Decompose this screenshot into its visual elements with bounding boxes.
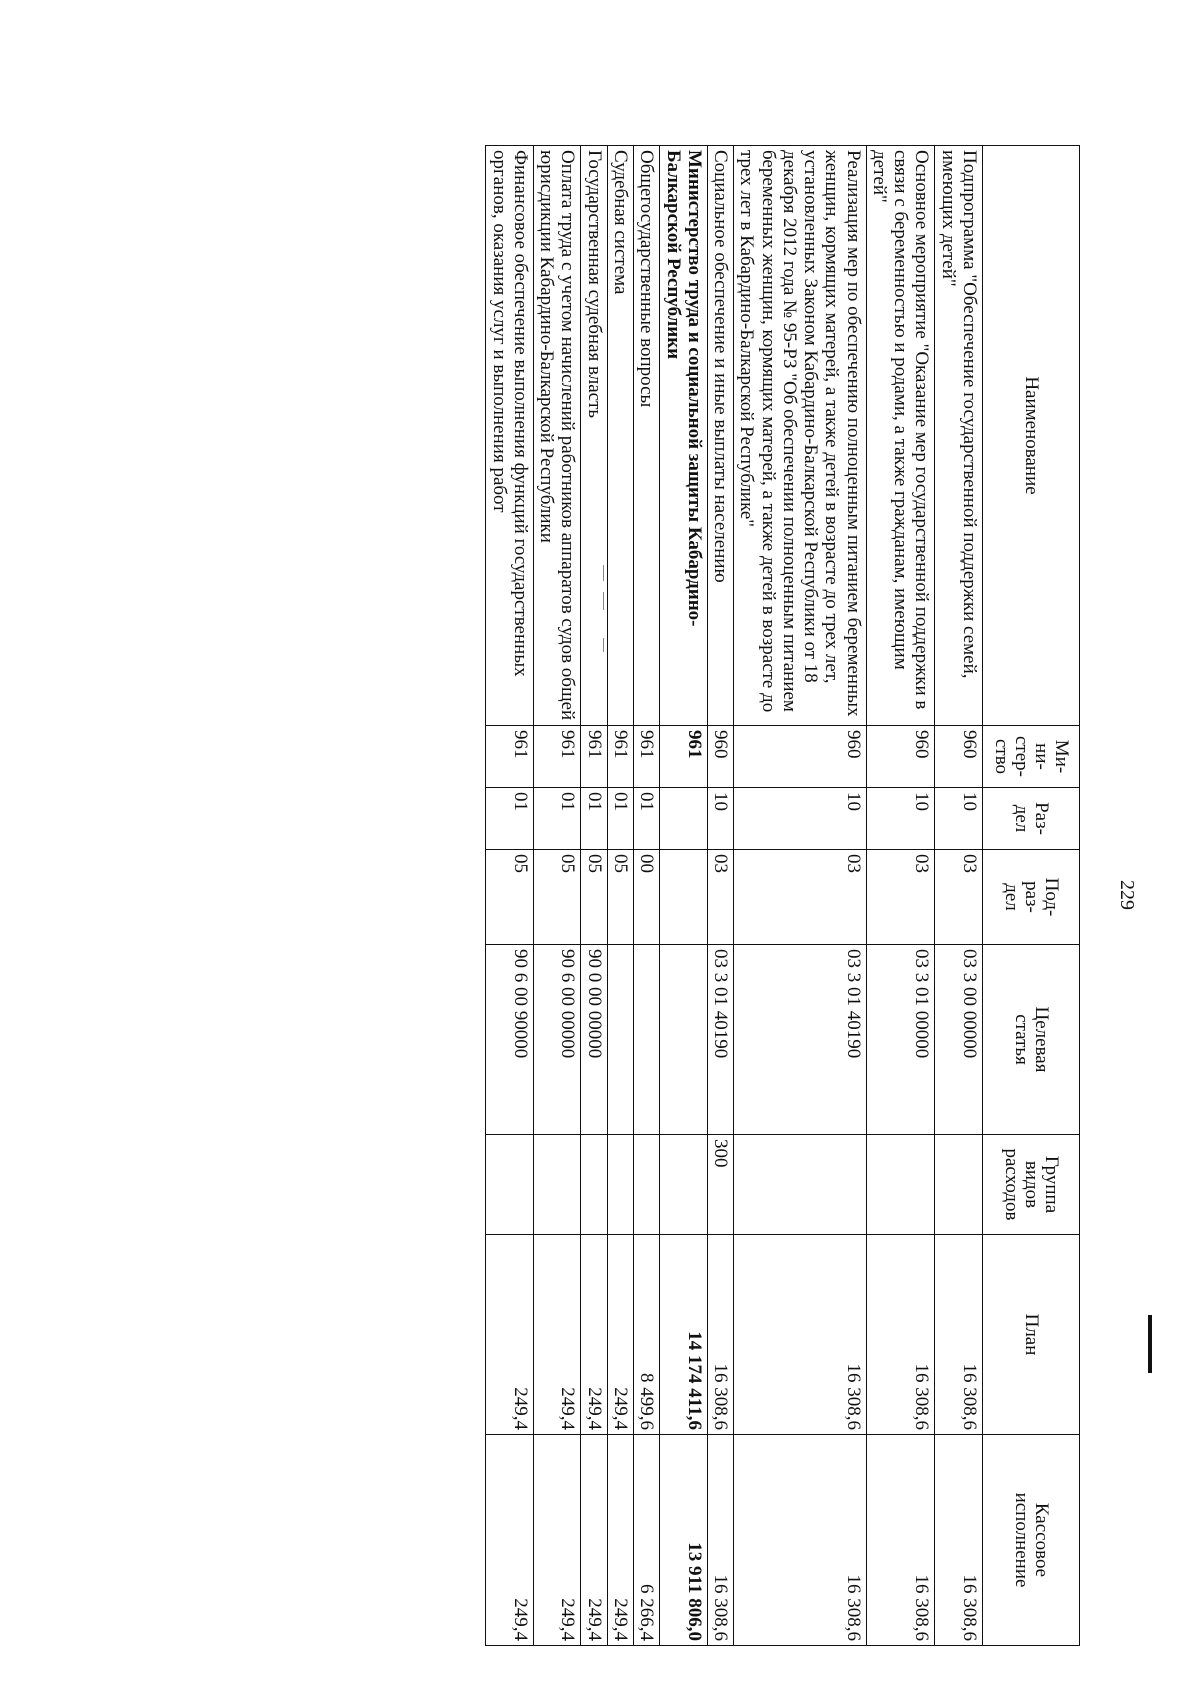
cell-kas: 249,4 xyxy=(607,1435,633,1646)
cell-pod: 00 xyxy=(634,850,660,945)
cell-plan: 249,4 xyxy=(486,1235,534,1435)
cell-raz: 10 xyxy=(935,788,983,850)
cell-plan: 16 308,6 xyxy=(734,1235,867,1435)
cell-name: Реализация мер по обеспечению полноценным питанием беременных женщин, кормящих матерей, а также детей в возрасте до трех лет, установленных Законом Кабардино-Балкарской Республики от 18 декабря 2012 года № 95-РЗ "Об обеспечении полноценным питанием беременных женщин, кормящих матерей, а также детей в возрасте до трех лет в Кабардино-Балкарской Республике" xyxy=(734,146,867,726)
cell-raz: 01 xyxy=(607,788,633,850)
cell-pod: 05 xyxy=(581,850,607,945)
cell-cel: 03 3 01 00000 xyxy=(866,945,935,1135)
cell-min: 961 xyxy=(607,726,633,788)
cell-plan: 8 499,6 xyxy=(634,1235,660,1435)
cell-cel xyxy=(660,945,708,1135)
cell-grp xyxy=(935,1135,983,1235)
cell-kas: 16 308,6 xyxy=(866,1435,935,1646)
cell-grp xyxy=(866,1135,935,1235)
table-row xyxy=(935,146,983,1646)
cell-raz xyxy=(660,788,708,850)
cell-name: Социальное обеспечение и иные выплаты населению xyxy=(707,146,733,726)
header-ministry: Ми- ни- стер- ство xyxy=(983,726,1080,788)
cell-plan: 14 174 411,6 xyxy=(660,1235,708,1435)
cell-grp xyxy=(486,1135,534,1235)
cell-cel: 03 3 01 40190 xyxy=(734,945,867,1135)
cell-name: Финансовое обеспечение выполнения функций государственных органов, оказания услуг и выполнения работ xyxy=(486,146,534,726)
cell-min: 961 xyxy=(581,726,607,788)
cell-cel xyxy=(634,945,660,1135)
cell-raz: 10 xyxy=(707,788,733,850)
cell-kas: 13 911 806,0 xyxy=(660,1435,708,1646)
header-target: Целевая статья xyxy=(983,945,1080,1135)
cell-cel: 90 6 00 90000 xyxy=(486,945,534,1135)
cell-plan: 16 308,6 xyxy=(935,1235,983,1435)
table-row xyxy=(533,146,581,1646)
cell-plan: 249,4 xyxy=(607,1235,633,1435)
table-row xyxy=(734,146,867,1646)
cell-cel: 90 6 00 00000 xyxy=(533,945,581,1135)
header-plan: План xyxy=(983,1235,1080,1435)
cell-grp xyxy=(581,1135,607,1235)
page-number: 229 xyxy=(1116,880,1138,910)
header-name: Наименование xyxy=(983,146,1080,726)
cell-min: 960 xyxy=(935,726,983,788)
cell-min: 961 xyxy=(486,726,534,788)
cell-kas: 16 308,6 xyxy=(935,1435,983,1646)
header-execution: Кассовое исполнение xyxy=(983,1435,1080,1646)
header-group: Группа видов расходов xyxy=(983,1135,1080,1235)
table-row xyxy=(581,146,607,1646)
cell-name: Общегосударственные вопросы xyxy=(634,146,660,726)
cell-pod: 03 xyxy=(734,850,867,945)
cell-name: Судебная система xyxy=(607,146,633,726)
budget-table xyxy=(485,145,1080,1646)
cell-grp xyxy=(533,1135,581,1235)
cell-grp xyxy=(734,1135,867,1235)
table-row xyxy=(660,146,708,1646)
cell-cel: 03 3 01 40190 xyxy=(707,945,733,1135)
cell-plan: 16 308,6 xyxy=(866,1235,935,1435)
cell-name: Подпрограмма "Обеспечение государственной поддержки семей, имеющих детей" xyxy=(935,146,983,726)
cell-pod: 03 xyxy=(866,850,935,945)
cell-min: 960 xyxy=(707,726,733,788)
cell-min: 960 xyxy=(734,726,867,788)
cell-grp xyxy=(660,1135,708,1235)
scan-artifact-dash xyxy=(603,638,604,652)
cell-name: Основное мероприятие "Оказание мер государственной поддержки в связи с беременностью и родами, а также гражданам, имеющим детей" xyxy=(866,146,935,726)
cell-raz: 01 xyxy=(486,788,534,850)
cell-min: 961 xyxy=(533,726,581,788)
table-row xyxy=(486,146,534,1646)
cell-pod: 05 xyxy=(486,850,534,945)
cell-grp xyxy=(634,1135,660,1235)
cell-raz: 01 xyxy=(581,788,607,850)
cell-plan: 249,4 xyxy=(581,1235,607,1435)
cell-plan: 249,4 xyxy=(533,1235,581,1435)
cell-name: Государственная судебная власть xyxy=(581,146,607,726)
cell-plan: 16 308,6 xyxy=(707,1235,733,1435)
table-row xyxy=(707,146,733,1646)
cell-kas: 249,4 xyxy=(533,1435,581,1646)
cell-pod: 05 xyxy=(533,850,581,945)
header-section: Раз- дел xyxy=(983,788,1080,850)
cell-name: Министерство труда и социальной защиты Кабардино-Балкарской Республики xyxy=(660,146,708,726)
cell-cel xyxy=(607,945,633,1135)
cell-cel: 03 3 00 00000 xyxy=(935,945,983,1135)
scan-artifact-dash xyxy=(603,565,604,581)
cell-raz: 01 xyxy=(533,788,581,850)
table-row xyxy=(866,146,935,1646)
scan-artifact-dash xyxy=(603,592,604,610)
cell-min: 961 xyxy=(634,726,660,788)
cell-pod: 03 xyxy=(707,850,733,945)
cell-kas: 249,4 xyxy=(486,1435,534,1646)
cell-kas: 6 266,4 xyxy=(634,1435,660,1646)
table-header-row xyxy=(983,146,1080,1646)
table-row xyxy=(634,146,660,1646)
cell-raz: 10 xyxy=(866,788,935,850)
cell-raz: 10 xyxy=(734,788,867,850)
cell-cel: 90 0 00 00000 xyxy=(581,945,607,1135)
cell-min: 961 xyxy=(660,726,708,788)
cell-kas: 249,4 xyxy=(581,1435,607,1646)
cell-min: 960 xyxy=(866,726,935,788)
cell-pod xyxy=(660,850,708,945)
cell-raz: 01 xyxy=(634,788,660,850)
header-subsection: Под- раз- дел xyxy=(983,850,1080,945)
table-row xyxy=(607,146,633,1646)
document-page xyxy=(120,145,1138,1645)
cell-grp xyxy=(607,1135,633,1235)
cell-grp: 300 xyxy=(707,1135,733,1235)
cell-kas: 16 308,6 xyxy=(707,1435,733,1646)
cell-pod: 05 xyxy=(607,850,633,945)
cell-kas: 16 308,6 xyxy=(734,1435,867,1646)
scan-artifact-mark xyxy=(1148,1315,1152,1373)
cell-pod: 03 xyxy=(935,850,983,945)
cell-name: Оплата труда с учетом начислений работников аппаратов судов общей юрисдикции Кабардино-Балкарской Республики xyxy=(533,146,581,726)
